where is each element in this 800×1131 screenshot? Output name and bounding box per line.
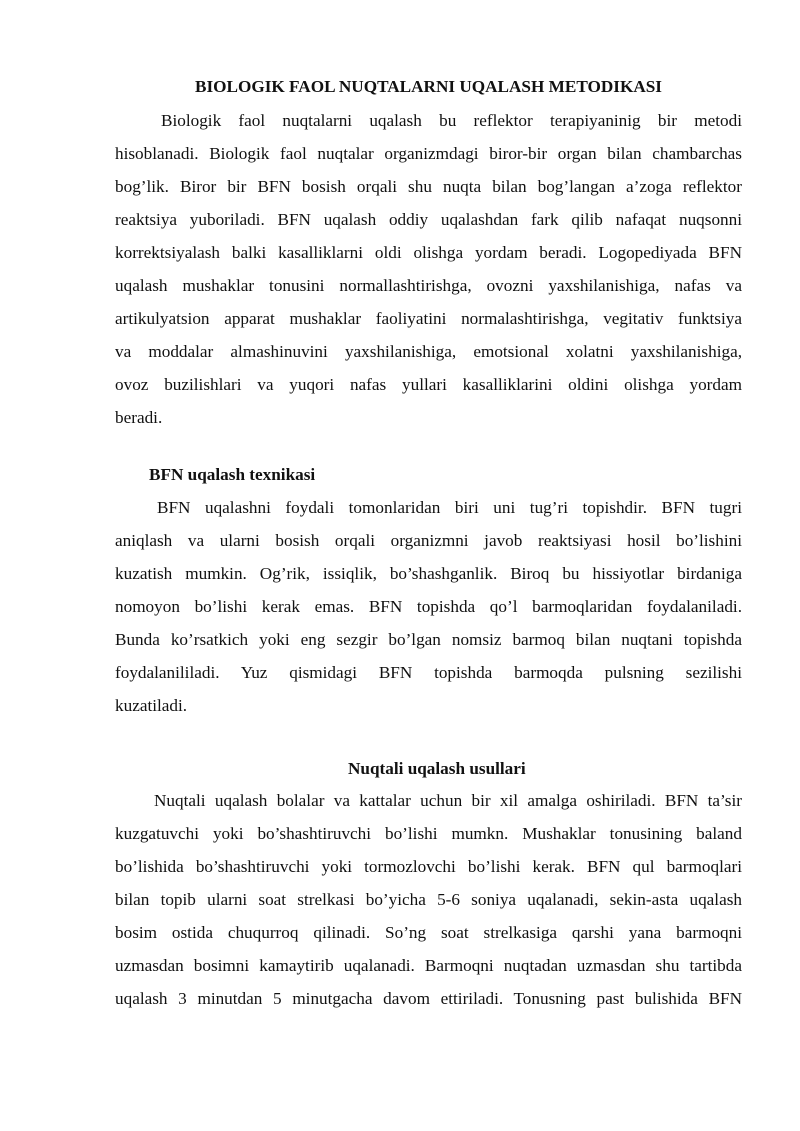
paragraph-line: nomoyon bo’lishi kerak emas. BFN topishda qo’l barmoqlaridan foydalaniladi. — [115, 597, 742, 616]
paragraph-line: hisoblanadi. Biologik faol nuqtalar organizmdagi biror-bir organ bilan chambarchas — [115, 144, 742, 163]
paragraph-line: bilan topib ularni soat strelkasi bo’yicha 5-6 soniya uqalanadi, sekin-asta uqalash — [115, 890, 742, 909]
paragraph-line: beradi. — [115, 408, 163, 427]
paragraph-line: Nuqtali uqalash bolalar va kattalar uchun bir xil amalga oshiriladi. BFN ta’sir — [154, 791, 742, 810]
paragraph-line: aniqlash va ularni bosish orqali organizmni javob reaktsiyasi hosil bo’lishini — [115, 531, 742, 550]
paragraph-line: kuzatish mumkin. Og’rik, issiqlik, bo’shashganlik. Biroq bu hissiyotlar birdaniga — [115, 564, 742, 583]
paragraph-line: ovoz buzilishlari va yuqori nafas yullari kasalliklarini oldini olishga yordam — [115, 375, 742, 394]
paragraph-line: bo’lishida bo’shashtiruvchi yoki tormozlovchi bo’lishi kerak. BFN qul barmoqlari — [115, 857, 742, 876]
paragraph-line: BFN uqalashni foydali tomonlaridan biri uni tug’ri topishdir. BFN tugri — [157, 498, 742, 517]
paragraph-line: uqalash mushaklar tonusini normallashtirishga, ovozni yaxshilanishiga, nafas va — [115, 276, 742, 295]
paragraph-line: bog’lik. Biror bir BFN bosish orqali shu nuqta bilan bog’langan a’zoga reflektor — [115, 177, 742, 196]
paragraph-line: Biologik faol nuqtalarni uqalash bu reflektor terapiyaninig bir metodi — [161, 111, 742, 130]
paragraph-line: kuzatiladi. — [115, 696, 188, 715]
paragraph-line: va moddalar almashinuvini yaxshilanishiga, emotsional xolatni yaxshilanishiga, — [115, 342, 742, 361]
section-heading: BFN uqalash texnikasi — [149, 465, 316, 484]
paragraph-line: uqalash 3 minutdan 5 minutgacha davom ettiriladi. Tonusning past bulishida BFN — [115, 989, 742, 1008]
document-title: BIOLOGIK FAOL NUQTALARNI UQALASH METODIKASI — [194, 77, 662, 96]
paragraph-line: Bunda ko’rsatkich yoki eng sezgir bo’lgan nomsiz barmoq bilan nuqtani topishda — [115, 630, 742, 649]
paragraph-line: reaktsiya yuboriladi. BFN uqalash oddiy uqalashdan fark qilib nafaqat nuqsonni — [115, 210, 742, 229]
paragraph-line: artikulyatsion apparat mushaklar faoliyatini normalashtirishga, vegitativ funktsiya — [115, 309, 742, 328]
paragraph-line: foydalanililadi. Yuz qismidagi BFN topishda barmoqda pulsning sezilishi — [115, 663, 742, 682]
paragraph-line: korrektsiyalash balki kasalliklarni oldi olishga yordam beradi. Logopediyada BFN — [115, 243, 742, 262]
paragraph-line: bosim ostida chuqurroq qilinadi. So’ng soat strelkasiga qarshi yana barmoqni — [115, 923, 742, 942]
section-heading: Nuqtali uqalash usullari — [348, 759, 526, 778]
paragraph-line: kuzgatuvchi yoki bo’shashtiruvchi bo’lishi mumkn. Mushaklar tonusining baland — [115, 824, 742, 843]
paragraph-line: uzmasdan bosimni kamaytirib uqalanadi. Barmoqni nuqtadan uzmasdan shu tartibda — [115, 956, 742, 975]
